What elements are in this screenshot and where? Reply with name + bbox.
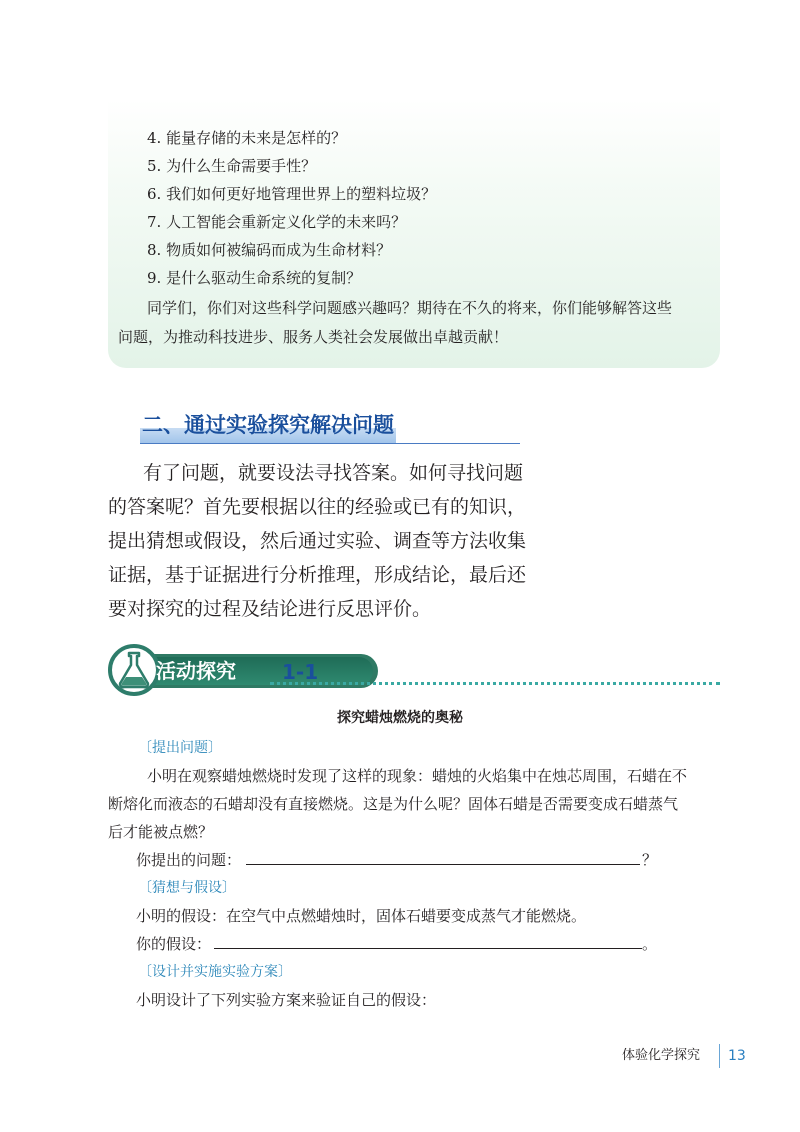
tag-design-experiment: 〔设计并实施实验方案〕 <box>138 964 292 980</box>
section-body-line: 的答案呢？首先要根据以往的经验或已有的知识， <box>108 496 527 518</box>
your-hypothesis-blank[interactable] <box>214 948 642 949</box>
design-line: 小明设计了下列实验方案来验证自己的假设： <box>136 991 437 1009</box>
your-question-blank[interactable] <box>246 864 640 865</box>
activity-title: 探究蜡烛燃烧的奥秘 <box>337 710 463 726</box>
activity-body-line: 小明在观察蜡烛燃烧时发现了这样的现象：蜡烛的火焰集中在烛芯周围，石蜡在不 <box>147 767 688 785</box>
section-body-line: 有了问题，就要设法寻找答案。如何寻找问题 <box>143 462 524 484</box>
question-item: 5. 为什么生命需要手性？ <box>147 157 317 175</box>
page-number: 13 <box>728 1048 746 1064</box>
section-body-line: 要对探究的过程及结论进行反思评价。 <box>108 598 432 620</box>
question-item: 8. 物质如何被编码而成为生命材料？ <box>147 241 392 259</box>
your-question-end: ？ <box>642 851 658 869</box>
activity-number: 1-1 <box>282 660 319 684</box>
activity-badge-label: 活动探究 <box>156 659 236 683</box>
activity-body-line: 后才能被点燃？ <box>108 823 214 841</box>
section-heading: 二、通过实验探究解决问题 <box>142 413 394 437</box>
intro-paragraph-line: 问题，为推动科技进步、服务人类社会发展做出卓越贡献！ <box>118 328 509 346</box>
footer-book-title: 体验化学探究 <box>622 1048 701 1063</box>
your-question-label: 你提出的问题： <box>136 851 242 869</box>
tag-hypothesis: 〔猜想与假设〕 <box>138 880 236 896</box>
flask-icon <box>116 650 152 690</box>
tag-raise-question: 〔提出问题〕 <box>138 740 222 756</box>
xiaoming-hypothesis: 小明的假设：在空气中点燃蜡烛时，固体石蜡要变成蒸气才能燃烧。 <box>136 907 587 925</box>
your-hypothesis-end: 。 <box>642 935 658 953</box>
activity-body-line: 断熔化而液态的石蜡却没有直接燃烧。这是为什么呢？固体石蜡是否需要变成石蜡蒸气 <box>108 795 679 813</box>
section-body-line: 证据，基于证据进行分析推理，形成结论，最后还 <box>108 564 527 586</box>
footer-separator <box>719 1044 720 1068</box>
your-hypothesis-label: 你的假设： <box>136 935 212 953</box>
section-heading-rule <box>140 443 520 444</box>
dotted-rule <box>270 682 720 685</box>
intro-paragraph-line: 同学们，你们对这些科学问题感兴趣吗？期待在不久的将来，你们能够解答这些 <box>147 299 673 317</box>
question-item: 4. 能量存储的未来是怎样的？ <box>147 129 347 147</box>
question-item: 7. 人工智能会重新定义化学的未来吗？ <box>147 213 407 231</box>
question-item: 6. 我们如何更好地管理世界上的塑料垃圾？ <box>147 185 437 203</box>
section-body-line: 提出猜想或假设，然后通过实验、调查等方法收集 <box>108 530 527 552</box>
question-item: 9. 是什么驱动生命系统的复制？ <box>147 269 362 287</box>
